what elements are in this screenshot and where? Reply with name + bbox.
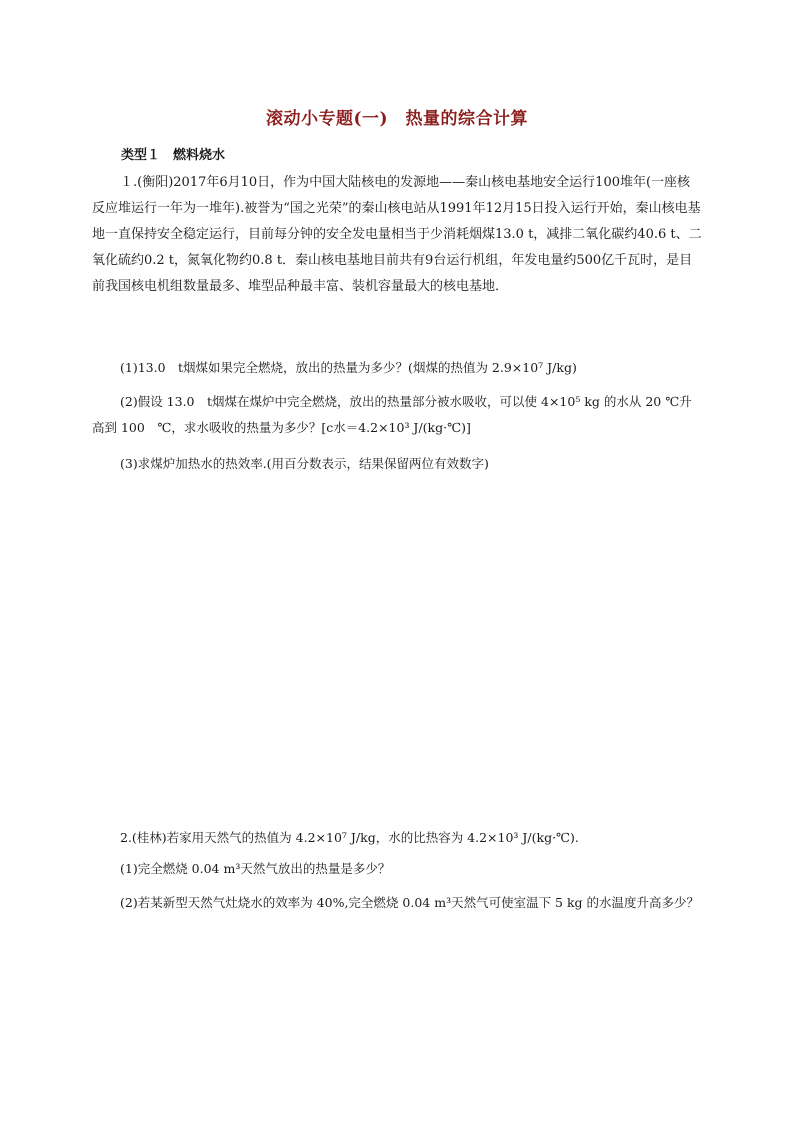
section-label: 类型１ 燃料烧水 (121, 148, 226, 163)
question-1-sub-2: (2)假设 13.0 t烟煤在煤炉中完全燃烧，放出的热量部分被水吸收，可以使 4×10⁵ kg 的水从 20 ℃升高到 100 ℃，求水吸收的热量为多少？[c水＝4.2×10³ J/(kg·℃)] (92, 394, 692, 435)
page-title: 滚动小专题(一) 热量的综合计算 (265, 109, 529, 129)
question-2-sub-2: (2)若某新型天然气灶烧水的效率为 40%,完全燃烧 0.04 m³天然气可使室温下 5 kg 的水温度升高多少？ (120, 895, 700, 910)
question-1-sub-3: (3)求煤炉加热水的热效率.(用百分数表示，结果保留两位有效数字) (120, 456, 489, 471)
question-2-text: 2.(桂林)若家用天然气的热值为 4.2×10⁷ J/kg，水的比热容为 4.2×10³ J/(kg·℃). (120, 830, 579, 845)
question-1-text: １.(衡阳)2017年6月10日，作为中国大陆核电的发源地——秦山核电基地安全运行100堆年(一座核反应堆运行一年为一堆年).被誉为“国之光荣”的秦山核电站从1991年12月15日投入运行开始，秦山核电基地一直保持安全稳定运行，目前每分钟的安全发电量相当于少消耗烟煤13.0 t，减排二氧化碳约40.6 t、二氧化硫约0.2 t，氮氧化物约0.8 t．秦山核电基地目前共有9台运行机组，年发电量约500亿千瓦时，是目前我国核电机组数量最多、堆型品种最丰富、装机容量最大的核电基地． (92, 175, 702, 294)
question-1-sub-1: (1)13.0 t烟煤如果完全燃烧，放出的热量为多少？(烟煤的热值为 2.9×10⁷ J/kg) (120, 360, 577, 375)
question-2-sub-1: (1)完全燃烧 0.04 m³天然气放出的热量是多少？ (120, 861, 391, 876)
